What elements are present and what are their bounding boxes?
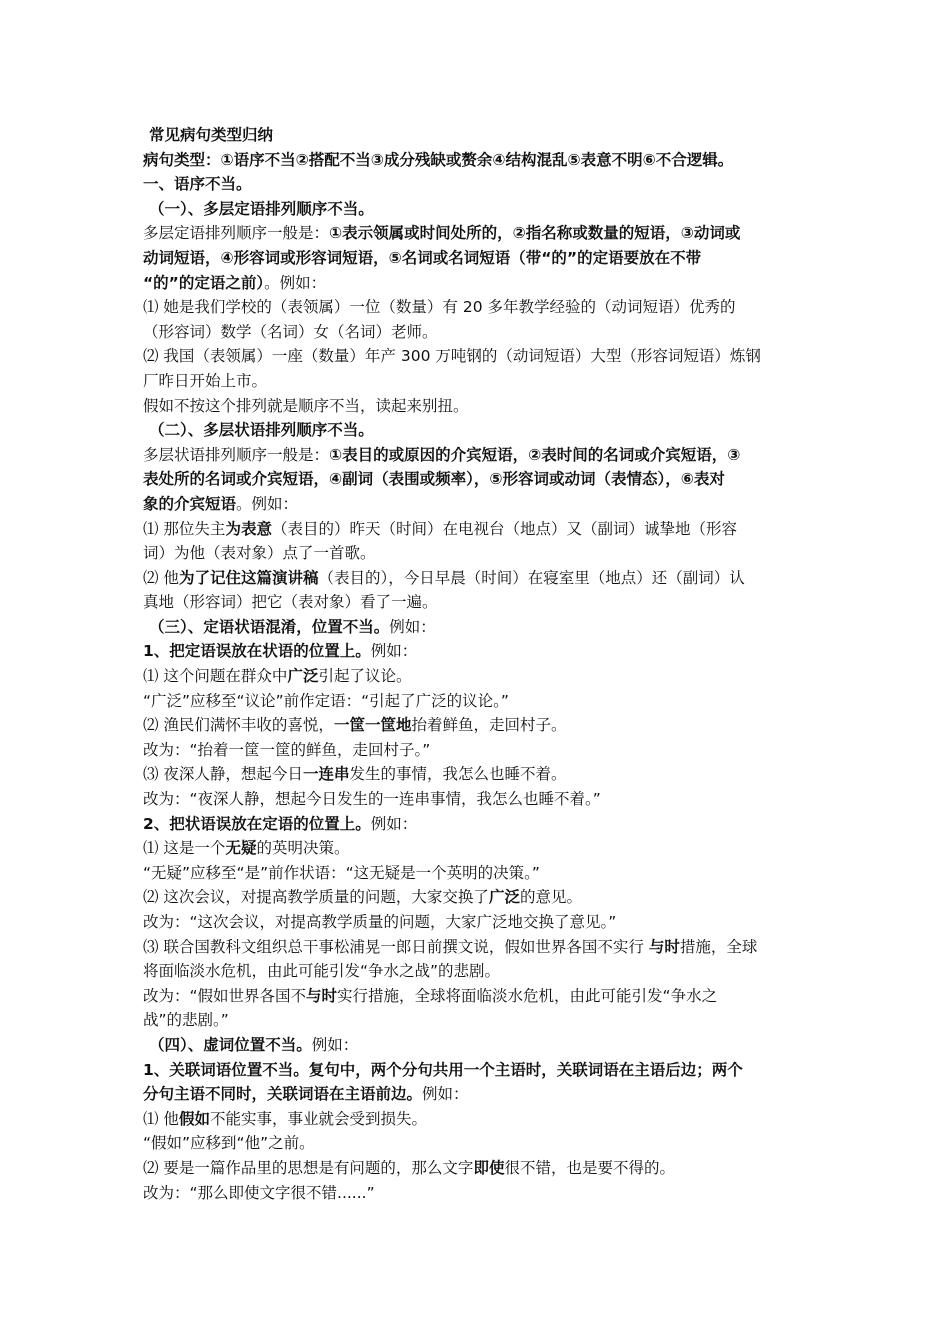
text-segment: “广泛”应移至“议论”前作定语：“引起了广泛的议论。” [143, 691, 509, 710]
text-segment: 措施，全球 [679, 937, 758, 956]
text-line [143, 1082, 808, 1107]
text-segment: 厂昨日开始上市。 [143, 371, 268, 390]
text-segment: 发生的事情，我怎么也睡不着。 [349, 765, 567, 784]
text-segment: 不能实事，事业就会受到损失。 [209, 1109, 427, 1128]
text-segment: （形容词）数学（名词）女（名词）老师。 [143, 322, 438, 341]
text-line [143, 910, 808, 935]
text-line [143, 172, 808, 197]
text-line [143, 1156, 808, 1181]
text-segment: 将面临淡水危机，由此可能引发“争水之战”的悲剧。 [143, 962, 501, 981]
text-line [143, 615, 808, 640]
bold-text: 象的介宾短语 [143, 494, 237, 513]
text-line [143, 517, 808, 542]
text-segment: 改为：“夜深人静，想起今日发生的一连串事情，我怎么也睡不着。” [143, 790, 601, 809]
text-segment: “假如”应移到“他”之前。 [143, 1134, 315, 1153]
text-line [143, 762, 808, 787]
text-segment: ⑵ 我国（表领属）一座（数量）年产 300 万吨钢的（动词短语）大型（形容词短语）炼钢 [143, 347, 761, 366]
document-body [143, 123, 808, 1205]
bold-text: 分句主语不同时，关联词语在主语前边。 [143, 1085, 423, 1104]
text-segment: 改为：“那么即使文字很不错......” [143, 1183, 375, 1202]
bold-text: 广泛 [488, 888, 520, 907]
text-segment: ⑵ 他 [143, 568, 179, 587]
text-segment: 的英明决策。 [256, 839, 350, 858]
bold-text: （二）、多层状语排列顺序不当。 [149, 421, 374, 440]
text-line [143, 541, 808, 566]
bold-text: 无疑 [225, 839, 257, 858]
text-line [143, 320, 808, 345]
bold-text: 一、语序不当。 [143, 175, 252, 194]
text-line [143, 566, 808, 591]
text-line [143, 295, 808, 320]
text-line [143, 369, 808, 394]
text-segment: ⑴ 那位失主 [143, 519, 226, 538]
text-line [143, 984, 808, 1009]
text-segment: ⑵ 要是一篇作品里的思想是有问题的，那么文字 [143, 1158, 474, 1177]
text-segment: 。例如： [264, 273, 327, 292]
text-segment: 引起了议论。 [318, 667, 412, 686]
text-line [143, 492, 808, 517]
text-segment: 例如： [370, 814, 418, 833]
text-segment: 。例如： [236, 494, 299, 513]
text-segment: （表目的），今日早晨（时间）在寝室里（地点）还（副词）认 [318, 568, 745, 587]
text-line [143, 590, 808, 615]
text-line [143, 1131, 808, 1156]
text-segment: 例如： [422, 1085, 469, 1104]
text-segment: 实行措施，全球将面临淡水危机，由此可能引发“争水之 [337, 986, 718, 1005]
text-line [143, 443, 808, 468]
text-line [143, 935, 808, 960]
text-line [143, 271, 808, 296]
text-line [143, 246, 808, 271]
text-segment: ⑵ 这次会议，对提高教学质量的问题，大家交换了 [143, 888, 489, 907]
bold-text: 1、把定语误放在状语的位置上。 [143, 642, 371, 661]
text-line [143, 418, 808, 443]
bold-text: 即使 [473, 1158, 505, 1177]
bold-text: 常见病句类型归纳 [149, 126, 274, 144]
text-segment: ⑵ 渔民们满怀丰收的喜悦， [143, 716, 334, 735]
text-line [143, 885, 808, 910]
text-segment: 词）为他（表对象）点了一首歌。 [143, 544, 376, 563]
text-line [143, 639, 808, 664]
text-line [143, 467, 808, 492]
document-title [143, 123, 808, 148]
text-line [143, 861, 808, 886]
text-line [143, 713, 808, 738]
text-line [143, 959, 808, 984]
text-line [143, 664, 808, 689]
text-line [143, 1033, 808, 1058]
text-segment: 抬着鲜鱼，走回村子。 [411, 716, 567, 735]
text-line [143, 1107, 808, 1132]
bold-text: 为了记住这篇演讲稿 [178, 568, 319, 587]
bold-text: ①表目的或原因的介宾短语，②表时间的名词或介宾短语，③ [329, 445, 741, 464]
text-line [143, 344, 808, 369]
bold-text: 1、关联词语位置不当。复句中，两个分句共用一个主语时，关联词语在主语后边；两个 [143, 1060, 743, 1079]
text-line [143, 1008, 808, 1033]
bold-text: 为表意 [225, 519, 272, 538]
bold-text: 一连串 [302, 765, 350, 784]
bold-text: 与时 [648, 937, 680, 956]
text-segment: 真地（形容词）把它（表对象）看了一遍。 [143, 593, 438, 612]
text-segment: 很不错，也是要不得的。 [504, 1158, 675, 1177]
bold-text: “的”的定语之前） [143, 273, 265, 292]
text-segment: 的意见。 [519, 888, 582, 907]
text-line [143, 812, 808, 837]
text-line [143, 689, 808, 714]
text-segment: 例如： [311, 1035, 359, 1054]
bold-text: （三）、定语状语混淆，位置不当。 [149, 617, 390, 636]
text-segment: 例如： [389, 617, 436, 636]
text-line [143, 148, 808, 173]
text-segment: ⑴ 他 [143, 1109, 179, 1128]
text-line [143, 836, 808, 861]
bold-text: ①表示领属或时间处所的，②指名称或数量的短语，③动词或 [329, 224, 741, 243]
bold-text: 与时 [306, 986, 338, 1005]
bold-text: 2、把状语误放在定语的位置上。 [143, 814, 371, 833]
text-segment: （表目的）昨天（时间）在电视台（地点）又（副词）诚挚地（形容 [271, 519, 737, 538]
text-segment: 战”的悲剧。” [143, 1011, 229, 1030]
text-line [143, 1181, 808, 1206]
text-segment: ⑴ 这个问题在群众中 [143, 667, 288, 686]
text-segment: 改为：“抬着一筐一筐的鲜鱼，走回村子。” [143, 740, 431, 759]
text-segment: “无疑”应移至“是”前作状语：“这无疑是一个英明的决策。” [143, 863, 540, 882]
bold-text: 假如 [178, 1109, 210, 1128]
bold-text: 动词短语，④形容词或形容词短语，⑤名词或名词短语（带“的”的定语要放在不带 [143, 248, 702, 267]
text-segment: ⑴ 这是一个 [143, 839, 226, 858]
text-line [143, 197, 808, 222]
text-line [143, 1058, 808, 1083]
text-segment: 多层定语排列顺序一般是： [143, 224, 330, 243]
text-line [143, 221, 808, 246]
bold-text: 病句类型：①语序不当②搭配不当③成分残缺或赘余④结构混乱⑤表意不明⑥不合逻辑。 [143, 150, 734, 169]
text-line [143, 394, 808, 419]
text-segment: 假如不按这个排列就是顺序不当，读起来别扭。 [143, 396, 469, 415]
bold-text: 广泛 [287, 667, 319, 686]
text-line [143, 738, 808, 763]
bold-text: （四）、虚词位置不当。 [149, 1035, 312, 1054]
text-segment: ⑶ 夜深人静，想起今日 [143, 765, 303, 784]
text-segment: 改为：“这次会议，对提高教学质量的问题，大家广泛地交换了意见。” [143, 913, 617, 931]
text-segment: ⑶ 联合国教科文组织总干事松浦晃一郎日前撰文说，假如世界各国不实行 [143, 937, 649, 956]
bold-text: （一）、多层定语排列顺序不当。 [149, 199, 374, 218]
text-segment: 多层状语排列顺序一般是： [143, 445, 330, 464]
text-segment: 改为：“假如世界各国不 [143, 986, 307, 1005]
bold-text: 一筐一筐地 [333, 716, 412, 735]
text-line [143, 787, 808, 812]
bold-text: 表处所的名词或介宾短语，④副词（表围或频率），⑤形容词或动词（表情态），⑥表对 [143, 470, 725, 489]
text-segment: ⑴ 她是我们学校的（表领属）一位（数量）有 20 多年教学经验的（动词短语）优秀的 [143, 298, 736, 317]
text-segment: 例如： [370, 642, 418, 661]
